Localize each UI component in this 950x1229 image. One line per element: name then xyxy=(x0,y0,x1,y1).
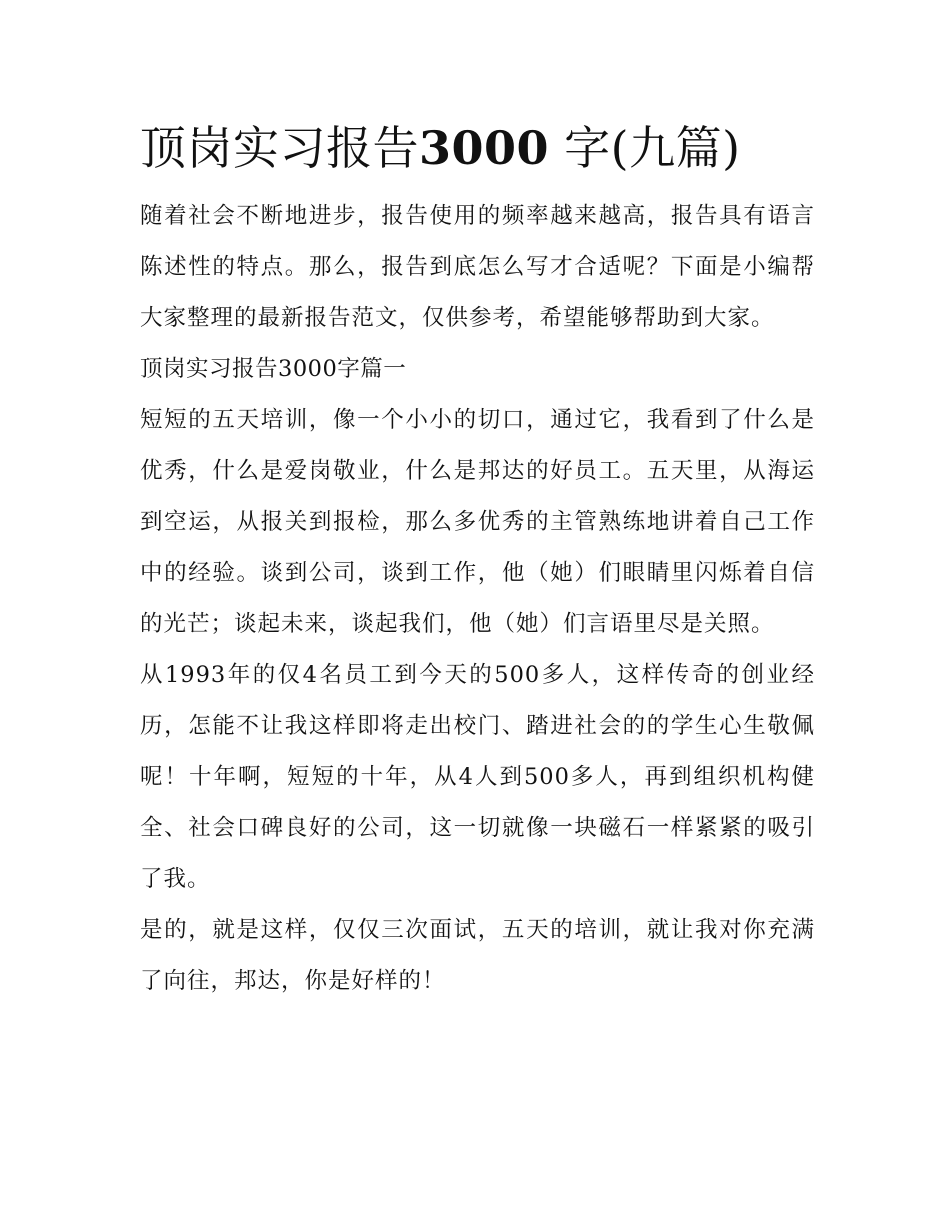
body-paragraph: 短短的五天培训，像一个小小的切口，通过它，我看到了什么是优秀，什么是爱岗敬业，什么是邦达的好员工。五天里，从海运到空运，从报关到报检，那么多优秀的主管熟练地讲着自己工作中的经验。谈到公司，谈到工作，他（她）们眼睛里闪烁着自信的光芒；谈起未来，谈起我们，他（她）们言语里尽是关照。 xyxy=(140,407,815,637)
body-paragraph: 从1993年的仅4名员工到今天的500多人，这样传奇的创业经历，怎能不让我这样即将走出校门、踏进社会的的学生心生敬佩呢！十年啊，短短的十年，从4人到500多人，再到组织机构健全、社会口碑良好的公司，这一切就像一块磁石一样紧紧的吸引了我。 xyxy=(140,662,815,892)
body-paragraph: 是的，就是这样，仅仅三次面试，五天的培训，就让我对你充满了向往，邦达，你是好样的！ xyxy=(140,917,815,994)
document-body xyxy=(140,117,815,1007)
document-title: 顶岗实习报告3000 字(九篇) xyxy=(140,121,741,175)
intro-paragraph: 随着社会不断地进步，报告使用的频率越来越高，报告具有语言陈述性的特点。那么，报告到底怎么写才合适呢？下面是小编帮大家整理的最新报告范文，仅供参考，希望能够帮助到大家。 xyxy=(140,203,815,331)
section-heading: 顶岗实习报告3000字篇一 xyxy=(140,356,407,382)
